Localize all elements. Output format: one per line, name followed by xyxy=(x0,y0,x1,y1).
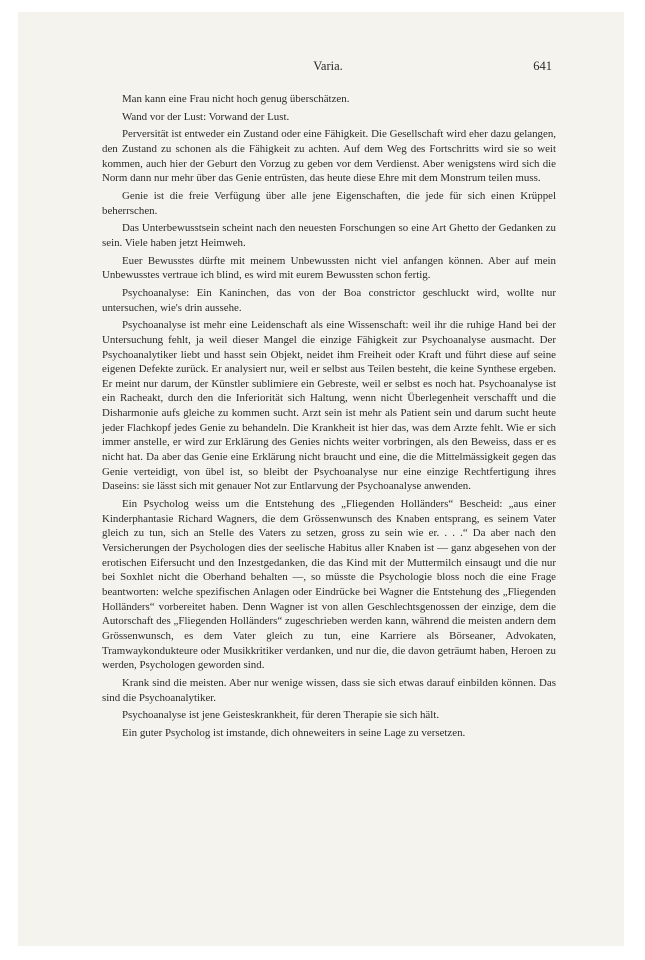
aphorism-paragraph: Psychoanalyse: Ein Kaninchen, das von der Boa constrictor geschluckt wird, wollte nur untersuchen, wie's drin aussehe. xyxy=(102,286,556,314)
aphorism-paragraph: Das Unterbewusstsein scheint nach den neuesten Forschungen so eine Art Ghetto der Gedanken zu sein. Viele haben jetzt Heimweh. xyxy=(102,222,556,249)
body-text xyxy=(102,92,556,744)
aphorism-paragraph: Euer Bewusstes dürfte mit meinem Unbewussten nicht viel anfangen können. Aber auf mein Unbewusstes vertraue ich blind, es wird mit eurem Bewussten schon fertig. xyxy=(102,254,556,282)
aphorism-paragraph: Ein guter Psycholog ist imstande, dich ohneweiters in seine Lage zu versetzen. xyxy=(122,726,466,739)
aphorism-paragraph: Psychoanalyse ist jene Geisteskrankheit, für deren Therapie sie sich hält. xyxy=(122,709,440,722)
aphorism-paragraph: Genie ist die freie Verfügung über alle jene Eigenschaften, die jede für sich einen Krüppel beherrschen. xyxy=(102,189,556,217)
running-title: Varia. xyxy=(313,59,343,73)
aphorism-paragraph: Ein Psycholog weiss um die Entstehung des „Fliegenden Holländers“ Bescheid: „aus einer Kinderphantasie Richard Wagners, die dem Grössenwunsch des Knaben entsprang, es seinem Vater gleich zu tun, sich an Stelle des Vaters zu setzen, gross zu sein wie er. . . .“ Da aber nach den Versicherungen der Psychologen dies der seelische Habitus aller Knaben ist — ganz abgesehen von der erotischen Eifersucht und den Inzestgedanken, die das Kind mit der Muttermilch einsaugt und die nur bei Soxhlet nicht die Oberhand behalten —, so müsste die Psychologie bloss noch die eine Frage beantworten: welche spezifischen Anlagen oder Eindrücke bei Wagner die Entstehung des „Fliegenden Holländers“ vorbereitet haben. Denn Wagner ist von allen Geschlechtsgenossen der einzige, dem die Autorschaft des „Fliegenden Holländers“ zugeschrieben werden kann, während die meisten andern dem Grössenwunsch, es dem Vater gleich zu tun, eine Karriere als Börseaner, Advokaten, Tramwaykondukteure oder Musikkritiker verdanken, und nur die, die davon geträumt haben, Heroen zu werden, Psychologen geworden sind. xyxy=(102,498,556,672)
aphorism-paragraph: Wand vor der Lust: Vorwand der Lust. xyxy=(122,110,290,123)
aphorism-paragraph: Man kann eine Frau nicht hoch genug überschätzen. xyxy=(122,93,350,105)
aphorism-paragraph: Perversität ist entweder ein Zustand oder eine Fähigkeit. Die Gesellschaft wird eher dazu gelangen, den Zustand zu schonen als die Fähigkeit zu achten. Auf dem Weg des Fortschritts wird sie so weit kommen, auch hier der Geburt den Vorzug zu geben vor dem Verdienst. Aber wenigstens wird sich die Norm dann nur mehr über das Genie entrüsten, das heute diese Ehre mit dem Monstrum teilen muss. xyxy=(102,128,556,185)
book-page xyxy=(18,12,624,946)
aphorism-paragraph: Krank sind die meisten. Aber nur wenige wissen, dass sie sich etwas darauf einbilden können. Das sind die Psychoanalytiker. xyxy=(102,676,556,704)
page-number: 641 xyxy=(533,59,552,73)
aphorism-paragraph: Psychoanalyse ist mehr eine Leidenschaft als eine Wissenschaft: weil ihr die ruhige Hand bei der Untersuchung fehlt, ja weil dieser Mangel die einzige Fähigkeit zur Psychoanalyse ausmacht. Der Psychoanalytiker liebt und hasst sein Objekt, neidet ihm Freiheit oder Kraft und führt diese auf seine eigenen Defekte zurück. Er analysiert nur, weil er selbst aus Teilen besteht, die keine Synthese ergeben. Er meint nur darum, der Künstler sublimiere ein Gebreste, weil er selbst es noch hat. Psychoanalyse ist ein Racheakt, durch den die Inferiorität sich Haltung, wenn nicht Überlegenheit verschafft und die Disharmonie aufs gleiche zu kommen sucht. Arzt sein ist mehr als Patient sein und darum sucht heute jeder Flachkopf jedes Genie zu behandeln. Die Krankheit ist hier das, was dem Arzte fehlt. Wie er sich immer anstelle, er wird zur Erklärung des Genies nichts weiter vorbringen, als den Beweiss, dass er es nicht hat. Da aber das Genie eine Erklärung nicht braucht und eine, die die Mittelmässigkeit gegen das Genie verteidigt, von übel ist, so bleibt der Psychoanalyse nur eine einzige Rechtfertigung ihres Daseins: sie lässt sich mit genauer Not zur Entlarvung der Psychoanalyse anwenden. xyxy=(102,319,556,493)
running-header xyxy=(104,59,552,77)
